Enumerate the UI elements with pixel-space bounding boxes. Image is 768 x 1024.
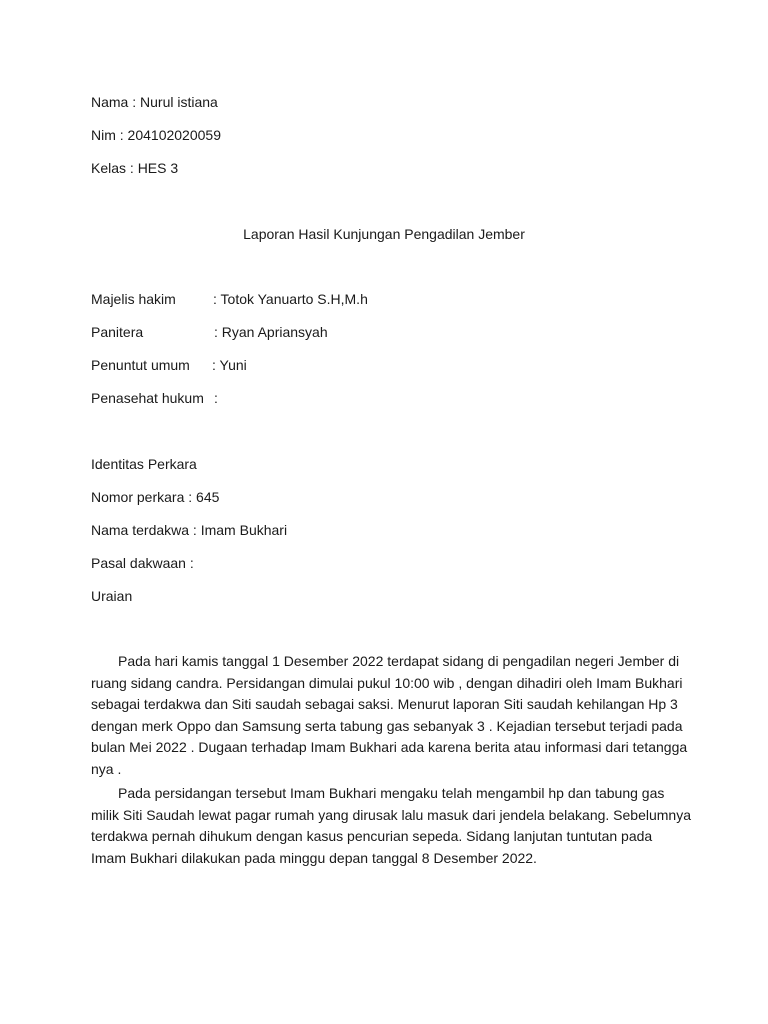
clerk-label: Panitera (91, 324, 144, 340)
student-nim: Nim : 204102020059 (91, 127, 221, 143)
paragraph-1: Pada hari kamis tanggal 1 Desember 2022 terdapat sidang di pengadilan negeri Jember di ruang sidang candra. Persidangan dimulai pukul 10:00 wib , dengan dihadiri oleh Imam Bukhari sebagai terdakwa dan Siti saudah sebagai saksi. Menurut laporan Siti saudah kehilangan Hp 3 dengan merk Oppo dan Samsung serta tabung gas sebanyak 3 . Kejadian tersebut terjadi pada bulan Mei 2022 . Dugaan terhadap Imam Bukhari ada karena berita atau informasi dari tetangga nya . (91, 653, 688, 777)
defendant-name: Nama terdakwa : Imam Bukhari (91, 522, 288, 538)
prosecutor-label: Penuntut umum (91, 357, 190, 373)
case-number: Nomor perkara : 645 (91, 489, 220, 505)
case-heading: Identitas Perkara (91, 456, 197, 472)
judge-label: Majelis hakim (91, 291, 176, 307)
clerk-value: : Ryan Apriansyah (214, 324, 328, 340)
student-name: Nama : Nurul istiana (91, 94, 218, 110)
legal-advisor-label: Penasehat hukum (91, 390, 204, 406)
paragraph-2: Pada persidangan tersebut Imam Bukhari mengaku telah mengambil hp dan tabung gas milik Siti Saudah lewat pagar rumah yang dirusak lalu masuk dari jendela belakang. Sebelumnya terdakwa pernah dihukum dengan kasus pencurian sepeda. Sidang lanjutan tuntutan pada Imam Bukhari dilakukan pada minggu depan tanggal 8 Desember 2022. (91, 785, 692, 866)
legal-advisor-value: : (214, 390, 218, 406)
charge-article: Pasal dakwaan : (91, 555, 194, 571)
report-title: Laporan Hasil Kunjungan Pengadilan Jember (243, 226, 525, 242)
judge-value: : Totok Yanuarto S.H,M.h (213, 291, 368, 307)
prosecutor-value: : Yuni (212, 357, 247, 373)
student-class: Kelas : HES 3 (91, 160, 179, 176)
description-heading: Uraian (91, 588, 133, 604)
